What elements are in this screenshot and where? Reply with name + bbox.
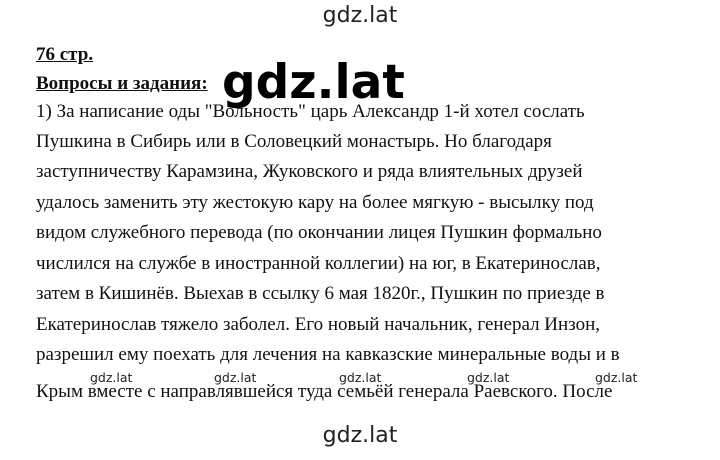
watermark-small: gdz.lat	[595, 370, 638, 385]
text-line: видом служебного перевода (по окончании лицея Пушкин формально	[36, 222, 602, 243]
text-line: заступничеству Карамзина, Жуковского и ряда влиятельных друзей	[36, 161, 583, 182]
text-line: числился на службе в иностранной коллегии) на юг, в Екатеринослав,	[36, 253, 601, 274]
watermark-small: gdz.lat	[90, 370, 133, 385]
text-line: удалось заменить эту жестокую кару на более мягкую - высылку под	[36, 192, 594, 213]
text-line: разрешил ему поехать для лечения на кавказские минеральные воды и в	[36, 344, 620, 365]
text-line: затем в Кишинёв. Выехав в ссылку 6 мая 1820г., Пушкин по приезде в	[36, 283, 605, 304]
text-line: Екатеринослав тяжело заболел. Его новый начальник, генерал Инзон,	[36, 314, 601, 335]
watermark-small: gdz.lat	[467, 370, 510, 385]
page-number-heading: 76 стр.	[36, 44, 94, 65]
watermark-bottom: gdz.lat	[322, 423, 398, 448]
text-line: Крым вместе с направлявшейся туда семьёй генерала Раевского. После	[36, 381, 613, 402]
watermark-top: gdz.lat	[322, 3, 398, 28]
watermark-small: gdz.lat	[339, 370, 382, 385]
watermark-overlay: gdz.lat	[222, 55, 405, 110]
watermark-small: gdz.lat	[214, 370, 257, 385]
section-title: Вопросы и задания:	[36, 73, 208, 94]
text-line: Пушкина в Сибирь или в Соловецкий монастырь. Но благодаря	[36, 131, 552, 152]
text-line: 1) За написание оды "Вольность" царь Александр 1-й хотел сослать	[36, 101, 585, 122]
